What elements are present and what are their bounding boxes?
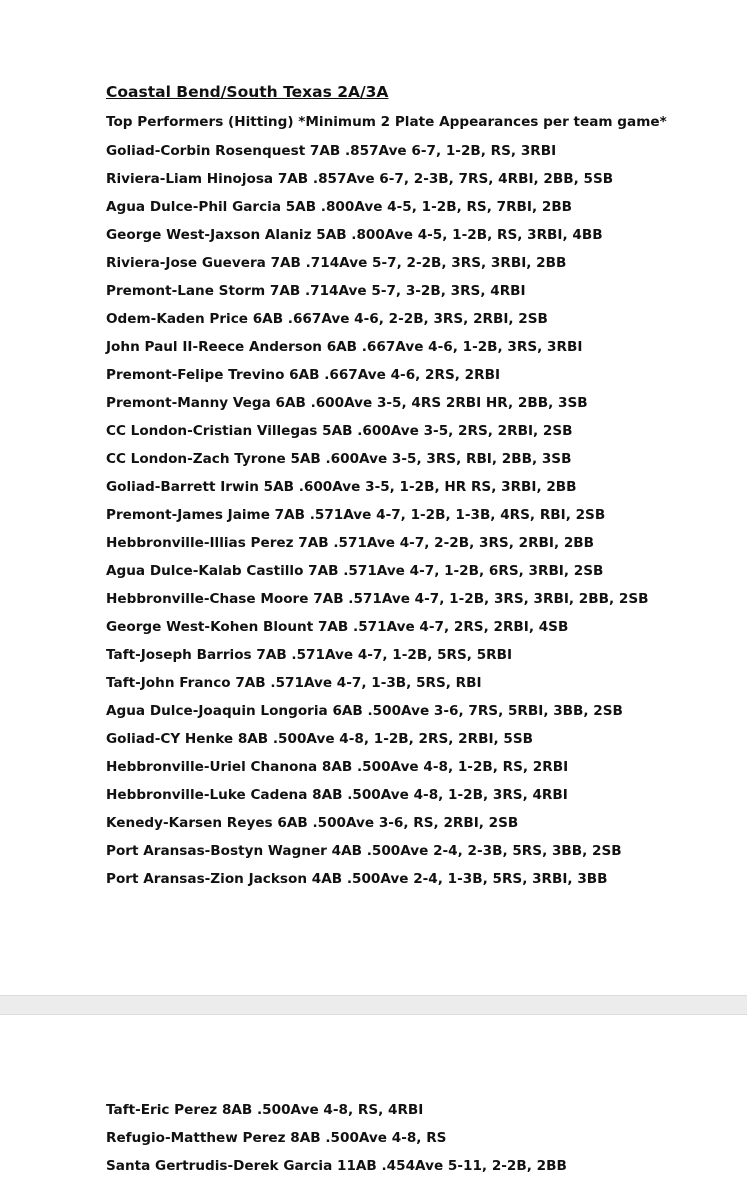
performer-line: Hebbronville-Chase Moore 7AB .571Ave 4-7, 1-2B, 3RS, 3RBI, 2BB, 2SB [106, 591, 649, 607]
performer-line: Port Aransas-Bostyn Wagner 4AB .500Ave 2-4, 2-3B, 5RS, 3BB, 2SB [106, 843, 622, 859]
performer-line: Riviera-Jose Guevera 7AB .714Ave 5-7, 2-2B, 3RS, 3RBI, 2BB [106, 255, 567, 271]
performer-line: Premont-James Jaime 7AB .571Ave 4-7, 1-2B, 1-3B, 4RS, RBI, 2SB [106, 507, 606, 523]
performer-list-continued [106, 1101, 567, 1185]
performer-line: Goliad-Corbin Rosenquest 7AB .857Ave 6-7, 1-2B, RS, 3RBI [106, 143, 557, 159]
performer-line: Agua Dulce-Joaquin Longoria 6AB .500Ave 3-6, 7RS, 5RBI, 3BB, 2SB [106, 703, 623, 719]
performer-list [106, 142, 649, 898]
performer-line: Premont-Lane Storm 7AB .714Ave 5-7, 3-2B, 3RS, 4RBI [106, 283, 526, 299]
performer-line: Premont-Manny Vega 6AB .600Ave 3-5, 4RS 2RBI HR, 2BB, 3SB [106, 395, 588, 411]
performer-line: Goliad-Barrett Irwin 5AB .600Ave 3-5, 1-2B, HR RS, 3RBI, 2BB [106, 479, 577, 495]
performer-line: Taft-Joseph Barrios 7AB .571Ave 4-7, 1-2B, 5RS, 5RBI [106, 647, 513, 663]
performer-line: John Paul II-Reece Anderson 6AB .667Ave 4-6, 1-2B, 3RS, 3RBI [106, 339, 583, 355]
performer-line: George West-Jaxson Alaniz 5AB .800Ave 4-5, 1-2B, RS, 3RBI, 4BB [106, 227, 603, 243]
performer-line: Santa Gertrudis-Derek Garcia 11AB .454Ave 5-11, 2-2B, 2BB [106, 1158, 567, 1174]
performer-line: CC London-Cristian Villegas 5AB .600Ave 3-5, 2RS, 2RBI, 2SB [106, 423, 573, 439]
performer-line: Agua Dulce-Kalab Castillo 7AB .571Ave 4-7, 1-2B, 6RS, 3RBI, 2SB [106, 563, 604, 579]
performer-line: Hebbronville-Illias Perez 7AB .571Ave 4-7, 2-2B, 3RS, 2RBI, 2BB [106, 535, 595, 551]
performer-line: Taft-Eric Perez 8AB .500Ave 4-8, RS, 4RBI [106, 1102, 424, 1118]
performer-line: Premont-Felipe Trevino 6AB .667Ave 4-6, 2RS, 2RBI [106, 367, 501, 383]
document-page-2 [0, 1015, 747, 1199]
performer-line: Refugio-Matthew Perez 8AB .500Ave 4-8, RS [106, 1130, 447, 1146]
performer-line: Odem-Kaden Price 6AB .667Ave 4-6, 2-2B, 3RS, 2RBI, 2SB [106, 311, 548, 327]
performer-line: Hebbronville-Uriel Chanona 8AB .500Ave 4-8, 1-2B, RS, 2RBI [106, 759, 569, 775]
performer-line: Agua Dulce-Phil Garcia 5AB .800Ave 4-5, 1-2B, RS, 7RBI, 2BB [106, 199, 573, 215]
performer-line: Riviera-Liam Hinojosa 7AB .857Ave 6-7, 2-3B, 7RS, 4RBI, 2BB, 5SB [106, 171, 614, 187]
document-title: Coastal Bend/South Texas 2A/3A [106, 83, 389, 101]
performer-line: Port Aransas-Zion Jackson 4AB .500Ave 2-4, 1-3B, 5RS, 3RBI, 3BB [106, 871, 608, 887]
performer-line: Goliad-CY Henke 8AB .500Ave 4-8, 1-2B, 2RS, 2RBI, 5SB [106, 731, 534, 747]
document-subtitle: Top Performers (Hitting) *Minimum 2 Plate Appearances per team game* [106, 114, 667, 130]
page-separator [0, 995, 747, 1015]
performer-line: Taft-John Franco 7AB .571Ave 4-7, 1-3B, 5RS, RBI [106, 675, 482, 691]
performer-line: George West-Kohen Blount 7AB .571Ave 4-7, 2RS, 2RBI, 4SB [106, 619, 569, 635]
performer-line: CC London-Zach Tyrone 5AB .600Ave 3-5, 3RS, RBI, 2BB, 3SB [106, 451, 572, 467]
performer-line: Hebbronville-Luke Cadena 8AB .500Ave 4-8, 1-2B, 3RS, 4RBI [106, 787, 568, 803]
performer-line: Kenedy-Karsen Reyes 6AB .500Ave 3-6, RS, 2RBI, 2SB [106, 815, 519, 831]
